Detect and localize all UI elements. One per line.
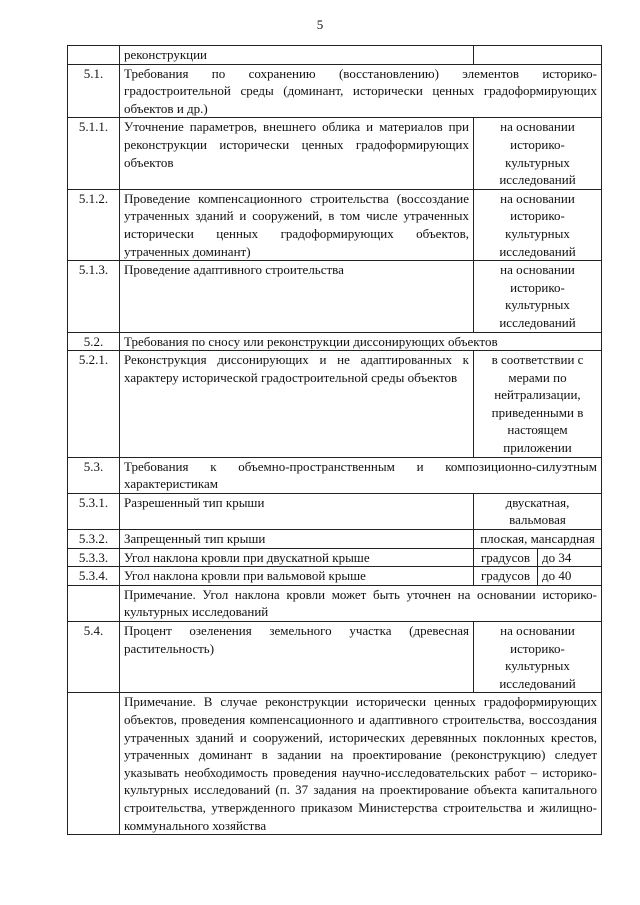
table-row: [68, 567, 602, 586]
row-number: 5.3.2.: [68, 530, 120, 549]
row-number: 5.1.: [68, 64, 120, 118]
row-text: Процент озеленения земельного участка (древесная растительность): [120, 622, 474, 693]
row-condition: двускатная, вальмовая: [474, 493, 602, 529]
row-text: Уточнение параметров, внешнего облика и материалов при реконструкции исторически ценных градоформирующих объектов: [120, 118, 474, 189]
row-text: Угол наклона кровли при вальмовой крыше: [120, 567, 474, 586]
table-row: [68, 493, 602, 529]
table-row: [68, 189, 602, 260]
row-text: реконструкции: [120, 46, 474, 65]
row-condition: на основании историко-культурных исследований: [474, 622, 602, 693]
row-text: Требования к объемно-пространственным и композиционно-силуэтным характеристикам: [120, 457, 602, 493]
row-number: 5.1.1.: [68, 118, 120, 189]
row-number: 5.2.1.: [68, 351, 120, 458]
row-number: [68, 693, 120, 835]
row-condition: [474, 46, 602, 65]
row-text: Запрещенный тип крыши: [120, 530, 474, 549]
row-number: 5.4.: [68, 622, 120, 693]
row-condition: на основании историко-культурных исследований: [474, 118, 602, 189]
row-number: 5.1.2.: [68, 189, 120, 260]
table-row: [68, 118, 602, 189]
row-number: [68, 46, 120, 65]
table-row: [68, 261, 602, 332]
table-row: [68, 64, 602, 118]
row-text: Требования по сносу или реконструкции диссонирующих объектов: [120, 332, 602, 351]
row-text: Разрешенный тип крыши: [120, 493, 474, 529]
row-condition: в соответствии с мерами по нейтрализации, приведенными в настоящем приложении: [474, 351, 602, 458]
table-row: [68, 585, 602, 621]
regulations-table: [67, 45, 602, 835]
row-number: 5.2.: [68, 332, 120, 351]
table-row: [68, 622, 602, 693]
row-number: 5.3.1.: [68, 493, 120, 529]
row-text: Проведение адаптивного строительства: [120, 261, 474, 332]
row-condition: на основании историко-культурных исследований: [474, 189, 602, 260]
row-unit: градусов: [474, 567, 538, 586]
row-condition: на основании историко-культурных исследований: [474, 261, 602, 332]
row-text: Требования по сохранению (восстановлению) элементов историко-градостроительной среды (доминант, исторически ценных градоформирующих объектов и др.): [120, 64, 602, 118]
row-number: 5.1.3.: [68, 261, 120, 332]
row-unit: градусов: [474, 548, 538, 567]
row-condition: плоская, мансардная: [474, 530, 602, 549]
row-note: Примечание. Угол наклона кровли может быть уточнен на основании историко-культурных исследований: [120, 585, 602, 621]
row-text: Реконструкция диссонирующих и не адаптированных к характеру исторической градостроительной среды объектов: [120, 351, 474, 458]
row-value: до 34: [538, 548, 602, 567]
table-row: [68, 332, 602, 351]
table-row: [68, 457, 602, 493]
row-number: [68, 585, 120, 621]
table-row: [68, 351, 602, 458]
row-value: до 40: [538, 567, 602, 586]
row-number: 5.3.3.: [68, 548, 120, 567]
row-number: 5.3.: [68, 457, 120, 493]
table-row: [68, 530, 602, 549]
row-note: Примечание. В случае реконструкции исторически ценных градоформирующих объектов, проведения компенсационного и адаптивного строительства, воссоздания утраченных зданий и сооружений, исторических деревянных поклонных крестов, утраченных доминант в задании на проектирование (реконструкцию) следует указывать необходимость проведения научно-исследовательских работ – историко-культурных исследований (п. 37 задания на проектирование объекта капитального строительства, утвержденного приказом Министерства строительства и жилищно-коммунального хозяйства: [120, 693, 602, 835]
table-row: [68, 46, 602, 65]
row-text: Проведение компенсационного строительства (воссоздание утраченных зданий и сооружений, в том числе утраченных исторически ценных градоформирующих объектов, утраченных доминант): [120, 189, 474, 260]
table-row: [68, 548, 602, 567]
row-number: 5.3.4.: [68, 567, 120, 586]
row-text: Угол наклона кровли при двускатной крыше: [120, 548, 474, 567]
table-row: [68, 693, 602, 835]
page-number: 5: [316, 17, 324, 32]
